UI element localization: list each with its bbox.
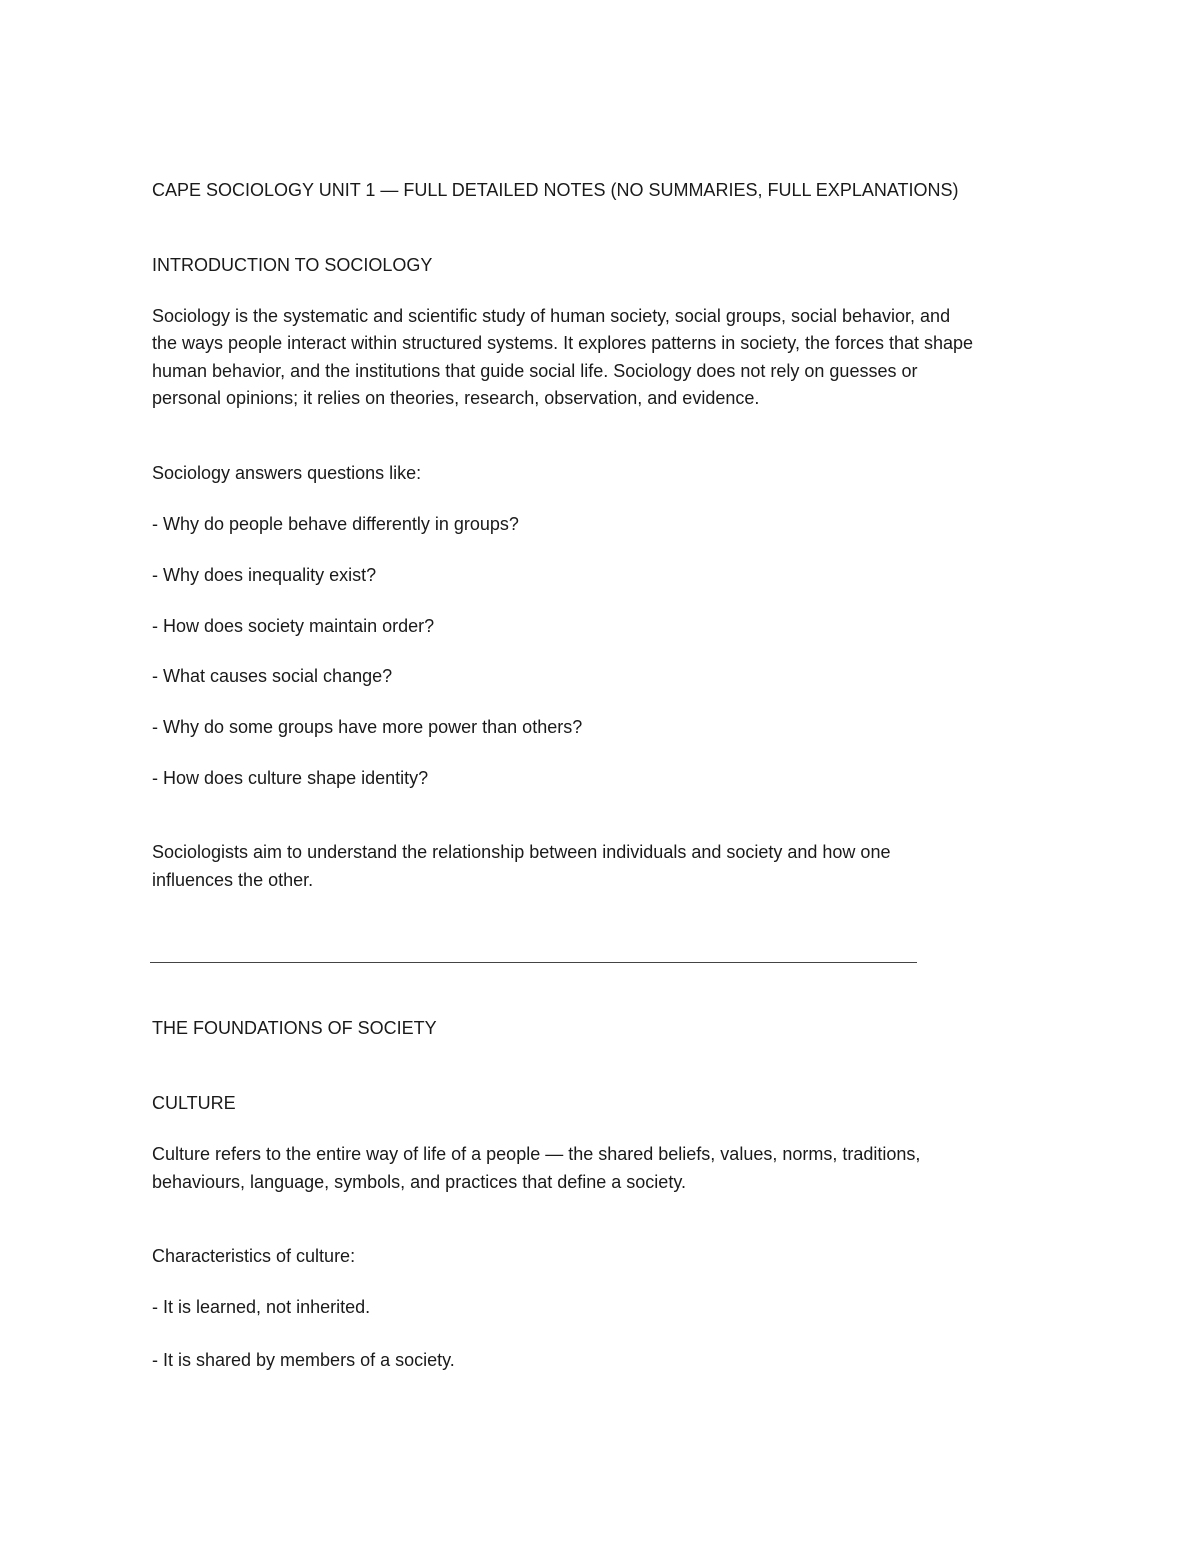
section-heading-foundations: THE FOUNDATIONS OF SOCIETY [152,1018,437,1038]
intro-paragraph-line: Sociology is the systematic and scientific study of human society, social groups, social behavior, and [152,306,951,326]
horizontal-rule [150,962,917,963]
intro-paragraph-line: the ways people interact within structured systems. It explores patterns in society, the forces that shape [152,333,974,353]
culture-paragraph-line: Culture refers to the entire way of life of a people — the shared beliefs, values, norms, traditions, [152,1144,921,1164]
section-heading-culture: CULTURE [152,1093,236,1113]
question-item: - Why do some groups have more power than others? [152,717,583,737]
aim-paragraph-line: influences the other. [152,870,314,890]
question-item: - How does culture shape identity? [152,768,429,788]
intro-paragraph-line: human behavior, and the institutions that guide social life. Sociology does not rely on guesses or [152,361,918,381]
intro-paragraph-line: personal opinions; it relies on theories, research, observation, and evidence. [152,388,760,408]
characteristic-item: - It is learned, not inherited. [152,1297,371,1317]
questions-intro: Sociology answers questions like: [152,463,422,483]
question-item: - Why does inequality exist? [152,565,377,585]
document-title: CAPE SOCIOLOGY UNIT 1 — FULL DETAILED NOTES (NO SUMMARIES, FULL EXPLANATIONS) [152,180,959,200]
section-heading-introduction: INTRODUCTION TO SOCIOLOGY [152,255,433,275]
characteristics-intro: Characteristics of culture: [152,1246,356,1266]
aim-paragraph-line: Sociologists aim to understand the relationship between individuals and society and how one [152,842,891,862]
question-item: - How does society maintain order? [152,616,435,636]
characteristic-item: - It is shared by members of a society. [152,1350,455,1370]
culture-paragraph-line: behaviours, language, symbols, and practices that define a society. [152,1172,686,1192]
question-item: - Why do people behave differently in groups? [152,514,519,534]
question-item: - What causes social change? [152,666,393,686]
